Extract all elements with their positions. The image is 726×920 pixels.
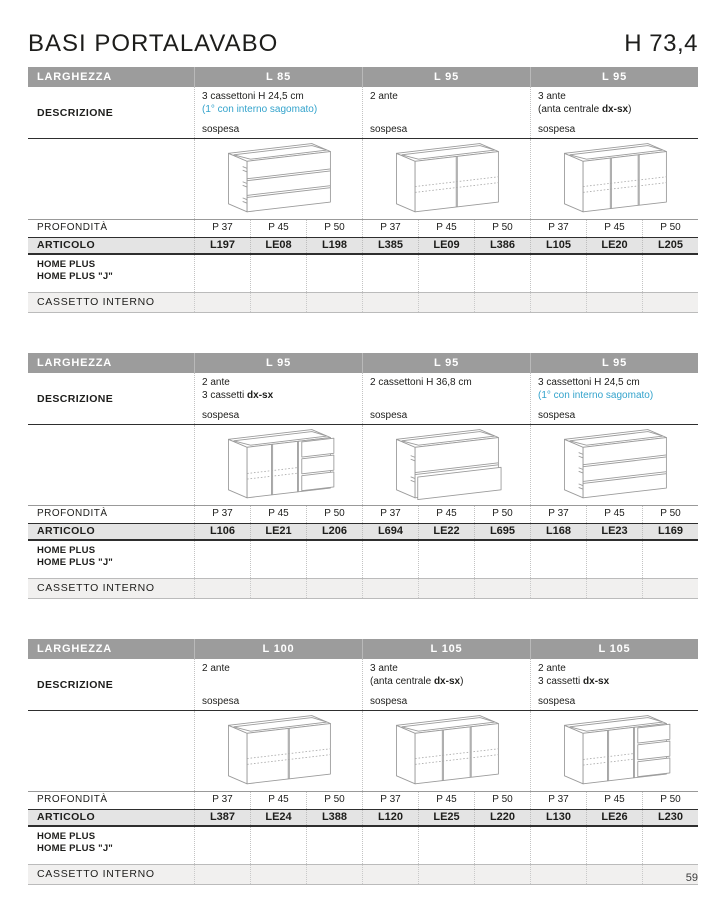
mount-label: sospesa (370, 410, 408, 421)
cabinet-drawing-three-drawers (546, 426, 684, 504)
description-cell (194, 87, 362, 138)
depth-value: P 37 (194, 792, 250, 809)
depth-value: P 45 (586, 792, 642, 809)
home-plus-cell (530, 255, 586, 292)
description-lines (202, 91, 358, 116)
article-code: L198 (306, 238, 362, 253)
cassetto-interno-cell (306, 865, 362, 884)
product-table-1 (28, 67, 698, 313)
depth-value: P 50 (306, 220, 362, 237)
cassetto-interno-row (28, 864, 698, 885)
home-plus-cell (306, 541, 362, 578)
description-line (370, 663, 526, 676)
home-plus-cell (194, 541, 250, 578)
article-code: L105 (530, 238, 586, 253)
profondita-row (28, 792, 698, 809)
cabinet-drawing-three-doors (378, 712, 516, 790)
description-line (538, 91, 694, 104)
home-plus-cell (362, 541, 418, 578)
cassetto-interno-label: CASSETTO INTERNO (37, 582, 155, 594)
depth-value: P 45 (418, 792, 474, 809)
descrizione-label: DESCRIZIONE (37, 678, 114, 691)
mount-label: sospesa (202, 410, 240, 421)
description-line (538, 663, 694, 676)
article-code: LE22 (418, 524, 474, 539)
product-table-3 (28, 639, 698, 885)
cabinet-drawing-two-doors (378, 140, 516, 218)
home-plus-cell (306, 255, 362, 292)
depth-value: P 37 (362, 220, 418, 237)
mount-label: sospesa (370, 696, 408, 707)
description-line (538, 104, 694, 117)
description-text: dx-sx (583, 675, 610, 687)
cabinet-drawing-two-doors-three-drawers (546, 712, 684, 790)
home-plus-label: HOME PLUS HOME PLUS "J" (37, 545, 114, 569)
cassetto-interno-cell (642, 293, 698, 312)
depth-value: P 50 (474, 220, 530, 237)
cassetto-interno-cell (250, 579, 306, 598)
home-plus-cell (530, 541, 586, 578)
depth-value: P 37 (362, 792, 418, 809)
home-plus-label: HOME PLUS HOME PLUS "J" (37, 259, 114, 283)
descrizione-label: DESCRIZIONE (37, 392, 114, 405)
drawing-row (28, 139, 698, 220)
drawing-cell (530, 711, 698, 791)
description-line (202, 104, 358, 117)
description-text: dx-sx (601, 103, 629, 115)
article-code: LE24 (250, 810, 306, 825)
descrizione-label: DESCRIZIONE (37, 106, 114, 119)
home-plus-cell (250, 255, 306, 292)
home-plus-cell (418, 255, 474, 292)
depth-value: P 37 (530, 792, 586, 809)
article-code: LE20 (586, 238, 642, 253)
larghezza-label: LARGHEZZA (37, 71, 113, 83)
cassetto-interno-cell (418, 293, 474, 312)
description-text: (1° con interno sagomato) (538, 389, 654, 401)
catalog-tables (28, 67, 698, 885)
width-header: L 85 (194, 67, 362, 87)
depth-value: P 50 (306, 792, 362, 809)
cassetto-interno-cell (530, 865, 586, 884)
drawing-cell (194, 139, 362, 219)
depth-value: P 50 (474, 792, 530, 809)
description-line (202, 390, 358, 403)
description-text: 2 ante (370, 91, 398, 102)
description-line (538, 676, 694, 689)
description-line (202, 91, 358, 104)
description-text: (anta centrale (370, 675, 434, 687)
mount-label: sospesa (538, 696, 576, 707)
cassetto-interno-cell (194, 579, 250, 598)
article-code: L695 (474, 524, 530, 539)
description-lines (370, 377, 526, 390)
description-text: (1° con interno sagomato) (202, 103, 318, 115)
cassetto-interno-cell (194, 293, 250, 312)
articolo-label: ARTICOLO (37, 239, 96, 251)
mount-label: sospesa (202, 124, 240, 135)
article-code: L694 (362, 524, 418, 539)
articolo-label: ARTICOLO (37, 525, 96, 537)
page-number: 59 (685, 872, 698, 884)
home-plus-cell (586, 255, 642, 292)
depth-value: P 37 (530, 506, 586, 523)
article-code: L386 (474, 238, 530, 253)
description-text: 2 ante (202, 663, 230, 674)
cassetto-interno-row (28, 292, 698, 313)
depth-value: P 50 (474, 506, 530, 523)
article-code: L387 (194, 810, 250, 825)
drawing-cell (362, 139, 530, 219)
width-header: L 95 (362, 67, 530, 87)
cassetto-interno-cell (474, 293, 530, 312)
depth-value: P 45 (586, 220, 642, 237)
home-plus-cell (362, 255, 418, 292)
cassetto-interno-label: CASSETTO INTERNO (37, 868, 155, 880)
cassetto-interno-cell (362, 293, 418, 312)
cassetto-interno-cell (250, 865, 306, 884)
article-code: LE25 (418, 810, 474, 825)
cassetto-interno-cell (362, 865, 418, 884)
mount-label: sospesa (538, 124, 576, 135)
cassetto-interno-cell (474, 865, 530, 884)
description-text: 3 ante (538, 91, 566, 102)
articolo-label: ARTICOLO (37, 811, 96, 823)
product-table-2 (28, 353, 698, 599)
description-line (538, 390, 694, 403)
drawing-cell (194, 425, 362, 505)
drawing-cell (362, 425, 530, 505)
description-lines (538, 91, 694, 116)
width-header: L 95 (194, 353, 362, 373)
mount-label: sospesa (202, 696, 240, 707)
home-plus-cell (418, 541, 474, 578)
drawing-row-spacer (28, 425, 194, 505)
depth-value: P 37 (362, 506, 418, 523)
cassetto-interno-cell (474, 579, 530, 598)
article-code: LE09 (418, 238, 474, 253)
article-code: LE21 (250, 524, 306, 539)
description-text: 2 ante (538, 663, 566, 674)
article-code: L130 (530, 810, 586, 825)
description-cell (530, 87, 698, 138)
article-code: LE08 (250, 238, 306, 253)
drawing-row-spacer (28, 711, 194, 791)
drawing-cell (194, 711, 362, 791)
article-code: L168 (530, 524, 586, 539)
description-line (202, 663, 358, 676)
profondita-label: PROFONDITÀ (37, 508, 108, 519)
home-plus-cell (194, 255, 250, 292)
description-line (370, 91, 526, 104)
descrizione-row (28, 373, 698, 425)
drawing-row-spacer (28, 139, 194, 219)
article-code: LE23 (586, 524, 642, 539)
description-text: 3 cassetti (202, 389, 248, 401)
description-line (370, 676, 526, 689)
home-plus-row (28, 255, 698, 292)
depth-value: P 45 (418, 220, 474, 237)
home-plus-cell (586, 541, 642, 578)
article-code: L106 (194, 524, 250, 539)
drawing-cell (362, 711, 530, 791)
description-text: 3 cassettoni H 24,5 cm (202, 91, 304, 102)
larghezza-label: LARGHEZZA (37, 643, 113, 655)
depth-value: P 45 (250, 792, 306, 809)
width-header: L 95 (530, 67, 698, 87)
home-plus-cell (642, 827, 698, 864)
article-code: L388 (306, 810, 362, 825)
depth-value: P 37 (530, 220, 586, 237)
home-plus-cell (474, 255, 530, 292)
home-plus-label: HOME PLUS HOME PLUS "J" (37, 831, 114, 855)
depth-value: P 45 (586, 506, 642, 523)
larghezza-row (28, 353, 698, 373)
home-plus-cell (474, 827, 530, 864)
profondita-label: PROFONDITÀ (37, 222, 108, 233)
description-line (202, 377, 358, 390)
depth-value: P 50 (642, 506, 698, 523)
descrizione-row (28, 659, 698, 711)
larghezza-label: LARGHEZZA (37, 357, 113, 369)
cassetto-interno-cell (362, 579, 418, 598)
home-plus-cell (250, 541, 306, 578)
drawing-row (28, 711, 698, 792)
description-cell (362, 87, 530, 138)
depth-value: P 45 (250, 220, 306, 237)
width-header: L 95 (362, 353, 530, 373)
description-line (370, 377, 526, 390)
article-code: L385 (362, 238, 418, 253)
home-plus-cell (474, 541, 530, 578)
article-code: L230 (642, 810, 698, 825)
description-line (538, 377, 694, 390)
mount-label: sospesa (370, 124, 408, 135)
width-header: L 105 (362, 639, 530, 659)
home-plus-cell (250, 827, 306, 864)
cassetto-interno-cell (586, 865, 642, 884)
cassetto-interno-cell (250, 293, 306, 312)
description-text: 3 cassettoni H 24,5 cm (538, 377, 640, 388)
page-title: BASI PORTALAVABO (28, 30, 279, 57)
description-cell (194, 373, 362, 424)
articolo-row (28, 523, 698, 541)
home-plus-cell (194, 827, 250, 864)
drawing-row (28, 425, 698, 506)
description-lines (202, 663, 358, 676)
cassetto-interno-row (28, 578, 698, 599)
description-text: dx-sx (433, 675, 461, 687)
cabinet-drawing-two-doors-three-drawers (210, 426, 348, 504)
cassetto-interno-cell (642, 579, 698, 598)
drawing-cell (530, 425, 698, 505)
descrizione-row (28, 87, 698, 139)
article-code: L169 (642, 524, 698, 539)
home-plus-cell (362, 827, 418, 864)
mount-label: sospesa (538, 410, 576, 421)
home-plus-cell (306, 827, 362, 864)
cassetto-interno-cell (418, 865, 474, 884)
description-lines (370, 663, 526, 688)
width-header: L 95 (530, 353, 698, 373)
home-plus-cell (642, 255, 698, 292)
description-text: 3 ante (370, 663, 398, 674)
cabinet-drawing-three-doors (546, 140, 684, 218)
description-lines (370, 91, 526, 104)
article-code: L205 (642, 238, 698, 253)
home-plus-cell (418, 827, 474, 864)
cassetto-interno-cell (530, 579, 586, 598)
home-plus-cell (586, 827, 642, 864)
cassetto-interno-cell (418, 579, 474, 598)
description-text: 2 cassettoni H 36,8 cm (370, 377, 472, 388)
profondita-row (28, 220, 698, 237)
articolo-row (28, 809, 698, 827)
depth-value: P 37 (194, 220, 250, 237)
cabinet-drawing-two-doors (210, 712, 348, 790)
description-text: (anta centrale (538, 103, 602, 115)
home-plus-cell (642, 541, 698, 578)
cassetto-interno-cell (194, 865, 250, 884)
profondita-row (28, 506, 698, 523)
depth-value: P 50 (642, 792, 698, 809)
article-code: LE26 (586, 810, 642, 825)
height-label: H 73,4 (624, 30, 698, 57)
article-code: L206 (306, 524, 362, 539)
articolo-row (28, 237, 698, 255)
cassetto-interno-label: CASSETTO INTERNO (37, 296, 155, 308)
cabinet-drawing-three-drawers (210, 140, 348, 218)
description-text: dx-sx (247, 389, 274, 401)
depth-value: P 45 (250, 506, 306, 523)
depth-value: P 45 (418, 506, 474, 523)
description-cell (362, 659, 530, 710)
width-header: L 105 (530, 639, 698, 659)
depth-value: P 50 (642, 220, 698, 237)
article-code: L220 (474, 810, 530, 825)
description-text: ) (460, 675, 464, 687)
home-plus-row (28, 827, 698, 864)
description-cell (530, 659, 698, 710)
larghezza-row (28, 639, 698, 659)
depth-value: P 37 (194, 506, 250, 523)
article-code: L197 (194, 238, 250, 253)
description-text: 3 cassetti (538, 675, 584, 687)
description-text: 2 ante (202, 377, 230, 388)
description-cell (194, 659, 362, 710)
cassetto-interno-cell (586, 293, 642, 312)
description-cell (362, 373, 530, 424)
cassetto-interno-cell (530, 293, 586, 312)
article-code: L120 (362, 810, 418, 825)
cassetto-interno-cell (306, 579, 362, 598)
description-cell (530, 373, 698, 424)
depth-value: P 50 (306, 506, 362, 523)
cabinet-drawing-two-drawers (378, 426, 516, 504)
width-header: L 100 (194, 639, 362, 659)
profondita-label: PROFONDITÀ (37, 794, 108, 805)
description-lines (202, 377, 358, 402)
description-lines (538, 377, 694, 402)
home-plus-row (28, 541, 698, 578)
larghezza-row (28, 67, 698, 87)
title-bar (28, 0, 698, 58)
description-text: ) (628, 103, 632, 115)
cassetto-interno-cell (306, 293, 362, 312)
cassetto-interno-cell (586, 579, 642, 598)
drawing-cell (530, 139, 698, 219)
description-lines (538, 663, 694, 688)
home-plus-cell (530, 827, 586, 864)
